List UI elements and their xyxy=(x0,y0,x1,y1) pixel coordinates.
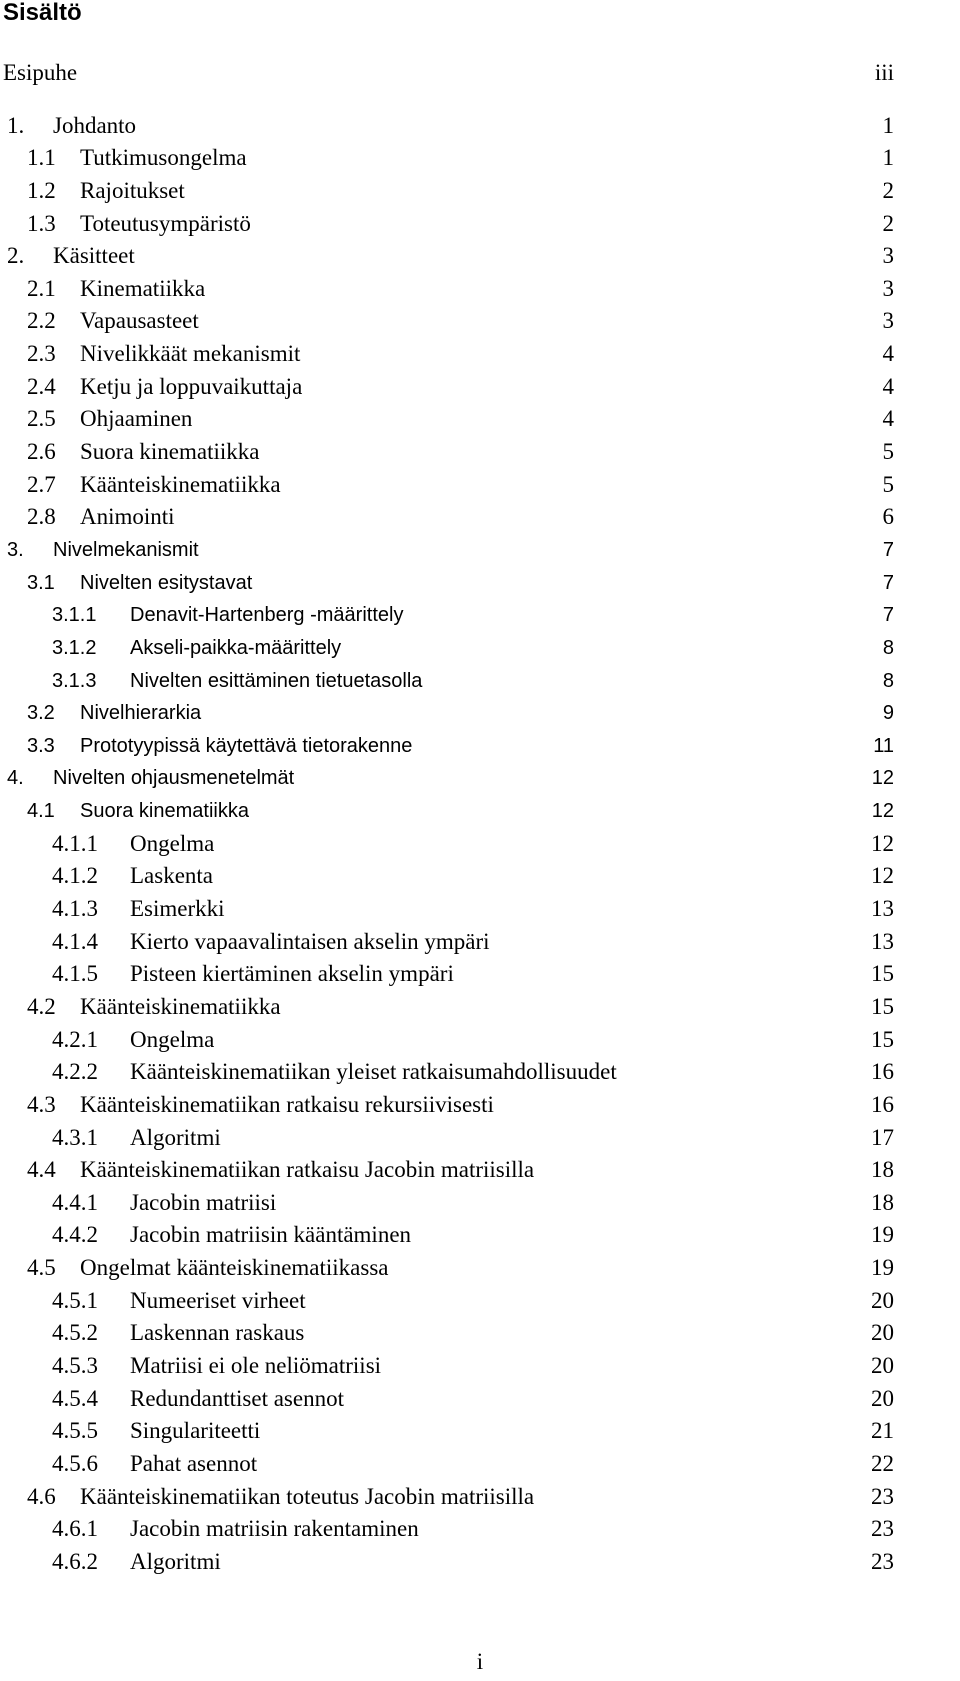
toc-entry-number: 1.3 xyxy=(27,210,56,236)
toc-entry-number: 4.3 xyxy=(27,1091,56,1117)
toc-entry-title: Nivelten esitystavat xyxy=(80,571,253,594)
toc-entry-page: 1 xyxy=(882,112,894,138)
toc-entry-number: 4.2 xyxy=(27,993,56,1019)
toc-entry-page: 19 xyxy=(871,1255,894,1281)
toc-entry-number: 4.2.1 xyxy=(52,1026,98,1052)
toc-entry[interactable] xyxy=(0,273,960,306)
toc-entry[interactable] xyxy=(0,795,960,828)
toc-entry-page: 23 xyxy=(871,1483,894,1509)
toc-entry-title: Vapausasteet xyxy=(80,308,199,334)
toc-entry-number: 4.5.1 xyxy=(52,1287,98,1313)
page-number: i xyxy=(476,1649,484,1674)
toc-entry[interactable] xyxy=(0,991,960,1024)
toc-entry-page: 21 xyxy=(871,1418,894,1444)
toc-entry[interactable] xyxy=(0,1024,960,1057)
toc-entry-number: 4.1.2 xyxy=(52,863,98,889)
toc-entry-number: 2.2 xyxy=(27,308,56,334)
toc-entry[interactable] xyxy=(0,1481,960,1514)
toc-entry[interactable] xyxy=(0,501,960,534)
toc-entry[interactable] xyxy=(0,110,960,143)
toc-entry-page: 19 xyxy=(871,1222,894,1248)
toc-entry-title: Pisteen kiertäminen akselin ympäri xyxy=(130,961,454,987)
toc-entry-number: 4.4.2 xyxy=(52,1222,98,1248)
toc-entry-page: 2 xyxy=(882,210,894,236)
toc-entry-page: 23 xyxy=(871,1516,894,1542)
toc-entry-title: Ongelmat käänteiskinematiikassa xyxy=(80,1255,389,1281)
toc-entry-number: 2.7 xyxy=(27,471,56,497)
toc-entry-title: Jacobin matriisin kääntäminen xyxy=(130,1222,412,1248)
toc-entry[interactable] xyxy=(0,403,960,436)
toc-entry-title: Nivelmekanismit xyxy=(53,538,199,561)
toc-entry-number: 4. xyxy=(7,767,24,790)
toc-entry-page: 15 xyxy=(871,961,894,987)
toc-entry-page: iii xyxy=(874,60,894,85)
toc-entry-preface[interactable] xyxy=(0,57,960,90)
toc-entry-number: 4.1.1 xyxy=(52,830,98,856)
toc-entry-page: 3 xyxy=(882,275,894,301)
toc-entry-number: 2.6 xyxy=(27,439,56,465)
toc-entry-page: 20 xyxy=(871,1287,894,1313)
toc-entry[interactable] xyxy=(0,1252,960,1285)
toc-entry-title: Käsitteet xyxy=(53,243,135,269)
toc-entry[interactable] xyxy=(0,567,960,600)
toc-entry-number: 2.4 xyxy=(27,373,56,399)
toc-entry-number: 3.2 xyxy=(27,702,55,725)
toc-entry[interactable] xyxy=(0,697,960,730)
toc-entry-page: 15 xyxy=(871,993,894,1019)
toc-entry-number: 1.2 xyxy=(27,177,56,203)
toc-entry-number: 4.5.5 xyxy=(52,1418,98,1444)
toc-entry-title: Kierto vapaavalintaisen akselin ympäri xyxy=(130,928,490,954)
toc-entry[interactable] xyxy=(0,534,960,567)
toc-entry-title: Numeeriset virheet xyxy=(130,1287,306,1313)
toc-entry-title: Käänteiskinematiikan ratkaisu Jacobin matriisilla xyxy=(80,1157,535,1183)
toc-entry-page: 22 xyxy=(871,1450,894,1476)
toc-entry-page: 3 xyxy=(882,243,894,269)
toc-entry-page: 20 xyxy=(871,1385,894,1411)
toc-entry-number: 4.4 xyxy=(27,1157,56,1183)
toc-entry-page: 13 xyxy=(871,896,894,922)
toc-entry-title: Denavit-Hartenberg -määrittely xyxy=(130,604,404,627)
toc-entry-title: Tutkimusongelma xyxy=(80,145,247,171)
toc-entry-page: 17 xyxy=(871,1124,894,1150)
toc-entry-title: Animointi xyxy=(80,504,175,530)
toc-entry[interactable] xyxy=(0,1285,960,1318)
toc-entry-page: 8 xyxy=(882,669,894,692)
toc-entry[interactable] xyxy=(0,1219,960,1252)
toc-entry-number: 4.6.2 xyxy=(52,1548,98,1574)
toc-entry[interactable] xyxy=(0,1383,960,1416)
toc-entry[interactable] xyxy=(0,730,960,763)
toc-entry-title: Nivelten esittäminen tietuetasolla xyxy=(130,669,423,692)
toc-entry[interactable] xyxy=(0,436,960,469)
toc-entry-number: 4.3.1 xyxy=(52,1124,98,1150)
toc-entry-title: Jacobin matriisi xyxy=(130,1189,277,1215)
toc-entry-title: Ongelma xyxy=(130,1026,215,1052)
toc-entry-title: Nivelten ohjausmenetelmät xyxy=(53,767,295,790)
toc-entry[interactable] xyxy=(0,1546,960,1579)
toc-entry-page: 18 xyxy=(871,1189,894,1215)
toc-entry-title: Esipuhe xyxy=(3,60,78,85)
toc-entry[interactable] xyxy=(0,893,960,926)
toc-entry-number: 4.5.3 xyxy=(52,1352,98,1378)
toc-entry[interactable] xyxy=(0,175,960,208)
toc-entry-title: Laskennan raskaus xyxy=(130,1320,305,1346)
toc-entry-number: 4.1.3 xyxy=(52,896,98,922)
page-title: Sisältö xyxy=(3,0,82,26)
toc-entry-page: 20 xyxy=(871,1320,894,1346)
toc-entry-title: Ohjaaminen xyxy=(80,406,193,432)
toc-entry-page: 9 xyxy=(882,702,894,725)
toc-entry-number: 3.1 xyxy=(27,571,55,594)
toc-entry-title: Laskenta xyxy=(130,863,214,889)
toc-entry-page: 7 xyxy=(882,571,894,594)
toc-entry-number: 2.3 xyxy=(27,341,56,367)
toc-entry-title: Käänteiskinematiikka xyxy=(80,471,281,497)
toc-entry-page: 23 xyxy=(871,1548,894,1574)
toc-entry[interactable] xyxy=(0,1513,960,1546)
toc-entry[interactable] xyxy=(0,142,960,175)
toc-entry[interactable] xyxy=(0,1317,960,1350)
toc-entry-page: 4 xyxy=(882,341,894,367)
toc-entry[interactable] xyxy=(0,958,960,991)
toc-entry-page: 12 xyxy=(871,863,894,889)
toc-entry-number: 2.5 xyxy=(27,406,56,432)
toc-entry-number: 4.6 xyxy=(27,1483,56,1509)
toc-entry-page: 7 xyxy=(882,604,894,627)
toc-entry-page: 13 xyxy=(871,928,894,954)
toc-entry-page: 20 xyxy=(871,1352,894,1378)
toc-entry[interactable] xyxy=(0,1187,960,1220)
toc-entry-page: 4 xyxy=(882,373,894,399)
toc-entry[interactable] xyxy=(0,1154,960,1187)
toc-entry[interactable] xyxy=(0,371,960,404)
toc-entry-title: Käänteiskinematiikan ratkaisu rekursiivisesti xyxy=(80,1091,494,1117)
toc-entry[interactable] xyxy=(0,1448,960,1481)
toc-entry[interactable] xyxy=(0,240,960,273)
toc-entry-number: 2. xyxy=(7,243,25,269)
toc-entry[interactable] xyxy=(0,208,960,241)
toc-entry-title: Akseli-paikka-määrittely xyxy=(130,636,342,659)
toc-entry-number: 4.5.2 xyxy=(52,1320,98,1346)
toc-entry-number: 1. xyxy=(7,112,25,138)
toc-entry-page: 6 xyxy=(882,504,894,530)
toc-entry-page: 12 xyxy=(871,800,894,823)
toc-entry[interactable] xyxy=(0,926,960,959)
toc-entry-number: 4.5 xyxy=(27,1255,56,1281)
toc-entry-page: 2 xyxy=(882,177,894,203)
toc-entry-title: Jacobin matriisin rakentaminen xyxy=(130,1516,419,1542)
toc-entry-page: 7 xyxy=(882,538,894,561)
toc-entry-title: Matriisi ei ole neliömatriisi xyxy=(130,1352,382,1378)
toc-entry[interactable] xyxy=(0,762,960,795)
table-of-contents xyxy=(0,57,960,1578)
toc-entry-title: Kinematiikka xyxy=(80,275,206,301)
toc-entry-title: Toteutusympäristö xyxy=(80,210,251,236)
toc-entry-title: Singulariteetti xyxy=(130,1418,261,1444)
toc-entry-title: Ongelma xyxy=(130,830,215,856)
toc-entry-number: 3.1.3 xyxy=(52,669,97,692)
toc-entry-number: 2.8 xyxy=(27,504,56,530)
toc-entry[interactable] xyxy=(0,828,960,861)
toc-entry-number: 4.2.2 xyxy=(52,1059,98,1085)
toc-entry-page: 16 xyxy=(871,1091,894,1117)
toc-entry-title: Käänteiskinematiikan toteutus Jacobin matriisilla xyxy=(80,1483,535,1509)
toc-entry-title: Prototyypissä käytettävä tietorakenne xyxy=(80,734,413,757)
toc-entry-number: 2.1 xyxy=(27,275,56,301)
toc-entry[interactable] xyxy=(0,599,960,632)
toc-entry-title: Nivelikkäät mekanismit xyxy=(80,341,301,367)
toc-entry-page: 11 xyxy=(873,734,894,757)
toc-entry-page: 3 xyxy=(882,308,894,334)
toc-entry[interactable] xyxy=(0,469,960,502)
toc-entry[interactable] xyxy=(0,632,960,665)
toc-entry-number: 4.1.5 xyxy=(52,961,98,987)
toc-entry[interactable] xyxy=(0,665,960,698)
toc-entry-number: 4.1 xyxy=(27,800,55,823)
toc-entry[interactable] xyxy=(0,860,960,893)
toc-entry[interactable] xyxy=(0,338,960,371)
toc-entry-number: 4.5.4 xyxy=(52,1385,98,1411)
toc-entry-title: Esimerkki xyxy=(130,896,225,922)
toc-entry-title: Algoritmi xyxy=(130,1548,221,1574)
toc-entry-page: 1 xyxy=(882,145,894,171)
toc-entry-page: 18 xyxy=(871,1157,894,1183)
toc-entry-page: 16 xyxy=(871,1059,894,1085)
toc-entry-title: Nivelhierarkia xyxy=(80,702,202,725)
toc-entry-title: Suora kinematiikka xyxy=(80,800,249,823)
toc-entry-number: 1.1 xyxy=(27,145,56,171)
toc-entry-title: Algoritmi xyxy=(130,1124,221,1150)
toc-entry-number: 3.1.2 xyxy=(52,636,97,659)
toc-entry-page: 8 xyxy=(882,636,894,659)
toc-entry-number: 4.4.1 xyxy=(52,1189,98,1215)
toc-entry-title: Johdanto xyxy=(53,112,137,138)
toc-entry[interactable] xyxy=(0,1056,960,1089)
toc-entry[interactable] xyxy=(0,1122,960,1155)
toc-entry-number: 3. xyxy=(7,538,24,561)
toc-entry-page: 5 xyxy=(882,471,894,497)
toc-entry-title: Käänteiskinematiikka xyxy=(80,993,281,1019)
toc-entry[interactable] xyxy=(0,1350,960,1383)
toc-entry-number: 4.5.6 xyxy=(52,1450,98,1476)
toc-entry-title: Pahat asennot xyxy=(130,1450,258,1476)
toc-entry-page: 12 xyxy=(871,830,894,856)
toc-entry-number: 4.6.1 xyxy=(52,1516,98,1542)
toc-entry-page: 4 xyxy=(882,406,894,432)
toc-entry[interactable] xyxy=(0,1089,960,1122)
toc-entry-number: 3.3 xyxy=(27,734,55,757)
toc-entry-title: Suora kinematiikka xyxy=(80,439,260,465)
toc-entry-page: 5 xyxy=(882,439,894,465)
toc-entry[interactable] xyxy=(0,1415,960,1448)
toc-entry[interactable] xyxy=(0,305,960,338)
toc-entry-page: 15 xyxy=(871,1026,894,1052)
toc-entry-title: Ketju ja loppuvaikuttaja xyxy=(80,373,303,399)
toc-entry-number: 3.1.1 xyxy=(52,604,97,627)
toc-entry-title: Käänteiskinematiikan yleiset ratkaisumahdollisuudet xyxy=(130,1059,617,1085)
toc-entry-title: Redundanttiset asennot xyxy=(130,1385,344,1411)
toc-entry-number: 4.1.4 xyxy=(52,928,98,954)
toc-entry-page: 12 xyxy=(871,767,894,790)
toc-entry-title: Rajoitukset xyxy=(80,177,185,203)
